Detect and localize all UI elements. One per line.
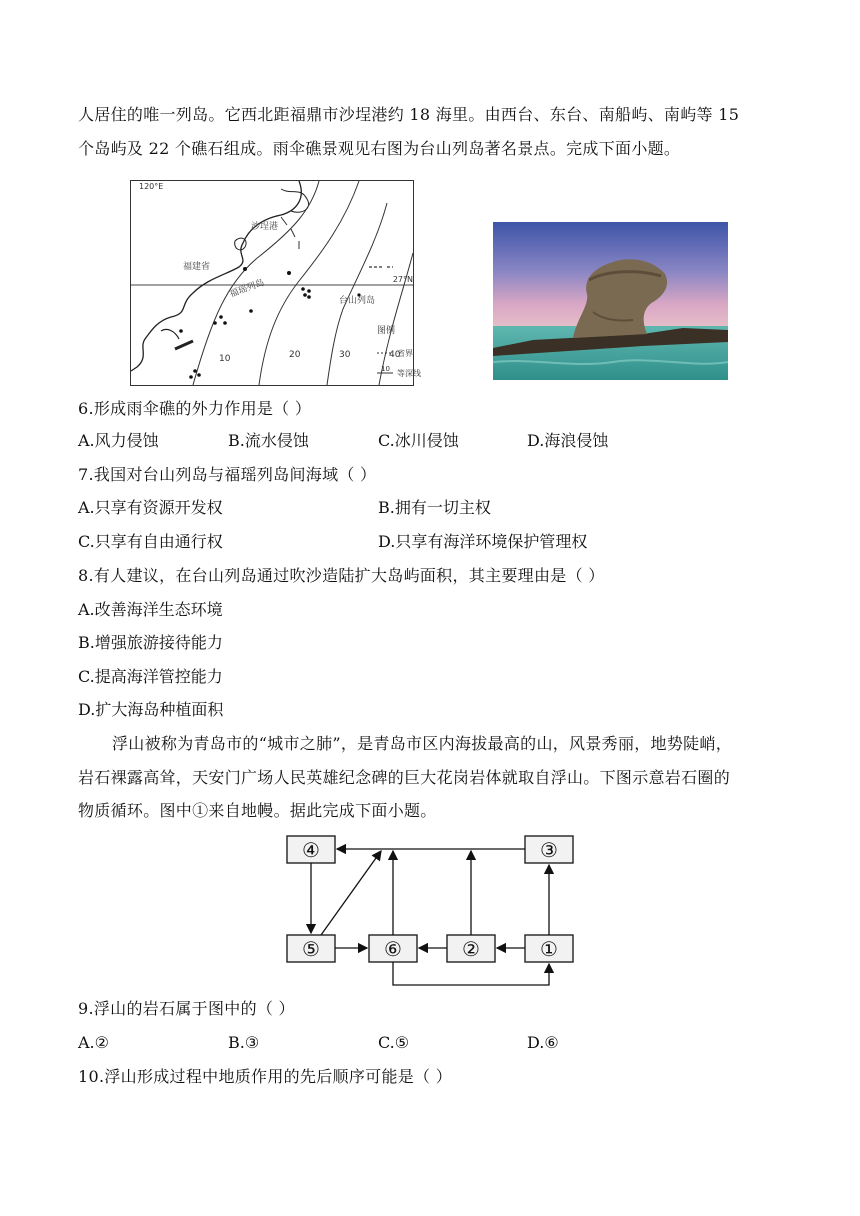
intro-line-1: 人居住的唯一列岛。它西北距福鼎市沙埕港约 18 海里。由西台、东台、南船屿、南屿等 15 (78, 105, 740, 124)
label-4: ④ (302, 838, 320, 862)
intro-line-2: 个岛屿及 22 个礁石组成。雨伞礁景观见右图为台山列岛著名景点。完成下面小题。 (78, 139, 681, 158)
q6-option-c[interactable]: C.冰川侵蚀 (378, 431, 459, 450)
legend-depth-num: 10 (381, 365, 390, 373)
label-taishan: 台山列岛 (339, 296, 376, 306)
q8-option-a[interactable]: A.改善海洋生态环境 (78, 600, 223, 619)
q7-option-b[interactable]: B.拥有一切主权 (378, 498, 491, 517)
depth-label-40: 40 (389, 350, 401, 360)
q7-option-a[interactable]: A.只享有资源开发权 (78, 498, 223, 517)
passage2-line-2: 岩石裸露高耸，天安门广场人民英雄纪念碑的巨大花岗岩体就取自浮山。下图示意岩石圈的 (78, 768, 731, 787)
q9-stem: 9.浮山的岩石属于图中的（ ） (78, 999, 295, 1018)
label-1: ① (540, 937, 558, 961)
label-3: ③ (540, 838, 558, 862)
label-2: ② (462, 937, 480, 961)
depth-label-30: 30 (339, 350, 351, 360)
passage2-line-3: 物质循环。图中①来自地幔。据此完成下面小题。 (78, 801, 437, 820)
label-5: ⑤ (302, 937, 320, 961)
bay-outline (281, 189, 309, 212)
rock-cycle-diagram (285, 830, 585, 995)
q6-option-b[interactable]: B.流水侵蚀 (228, 431, 309, 450)
q9-option-d[interactable]: D.⑥ (527, 1033, 559, 1052)
umbrella-rock-photo (493, 222, 728, 380)
island-bar (175, 341, 193, 349)
passage2-line-1: 浮山被称为青岛市的“城市之肺”，是青岛市区内海拔最高的山，风景秀丽，地势陡峭， (112, 734, 733, 753)
label-6: ⑥ (384, 937, 402, 961)
q8-option-d[interactable]: D.扩大海岛种植面积 (78, 700, 224, 719)
taishan-map (130, 180, 421, 386)
q9-option-c[interactable]: C.⑤ (378, 1033, 410, 1052)
q10-stem: 10.浮山形成过程中地质作用的先后顺序可能是（ ） (78, 1067, 453, 1086)
q8-option-c[interactable]: C.提高海洋管控能力 (78, 667, 223, 686)
q7-option-c[interactable]: C.只享有自由通行权 (78, 532, 223, 551)
q9-option-a[interactable]: A.② (78, 1033, 109, 1052)
q7-option-d[interactable]: D.只享有海洋环境保护管理权 (378, 532, 588, 551)
q6-stem: 6.形成雨伞礁的外力作用是（ ） (78, 399, 312, 418)
label-shacheng: 沙埕港 (251, 222, 279, 232)
lat-label: 27°N (392, 275, 413, 284)
arrow-6-to-1 (393, 962, 549, 985)
small-coast (161, 329, 179, 339)
legend-title: 图例 (377, 326, 396, 336)
q6-option-a[interactable]: A.风力侵蚀 (78, 431, 159, 450)
label-fujian: 福建省 (183, 262, 211, 272)
label-fuyao: 福瑶列岛 (228, 278, 266, 300)
q9-option-b[interactable]: B.③ (228, 1033, 260, 1052)
island-dots (179, 267, 360, 379)
q8-stem: 8.有人建议，在台山列岛通过吹沙造陆扩大岛屿面积，其主要理由是（ ） (78, 566, 605, 585)
coastline (131, 181, 301, 371)
legend-border-label: 省界 (397, 349, 413, 358)
q8-option-b[interactable]: B.增强旅游接待能力 (78, 633, 223, 652)
lon-label: 120°E (139, 182, 164, 191)
legend-depth-label: 等深线 (397, 369, 421, 378)
q7-stem: 7.我国对台山列岛与福瑶列岛间海域（ ） (78, 465, 377, 484)
q6-option-d[interactable]: D.海浪侵蚀 (527, 431, 609, 450)
depth-label-10: 10 (219, 354, 231, 364)
depth-label-20: 20 (289, 350, 301, 360)
map-drawing (131, 181, 421, 385)
